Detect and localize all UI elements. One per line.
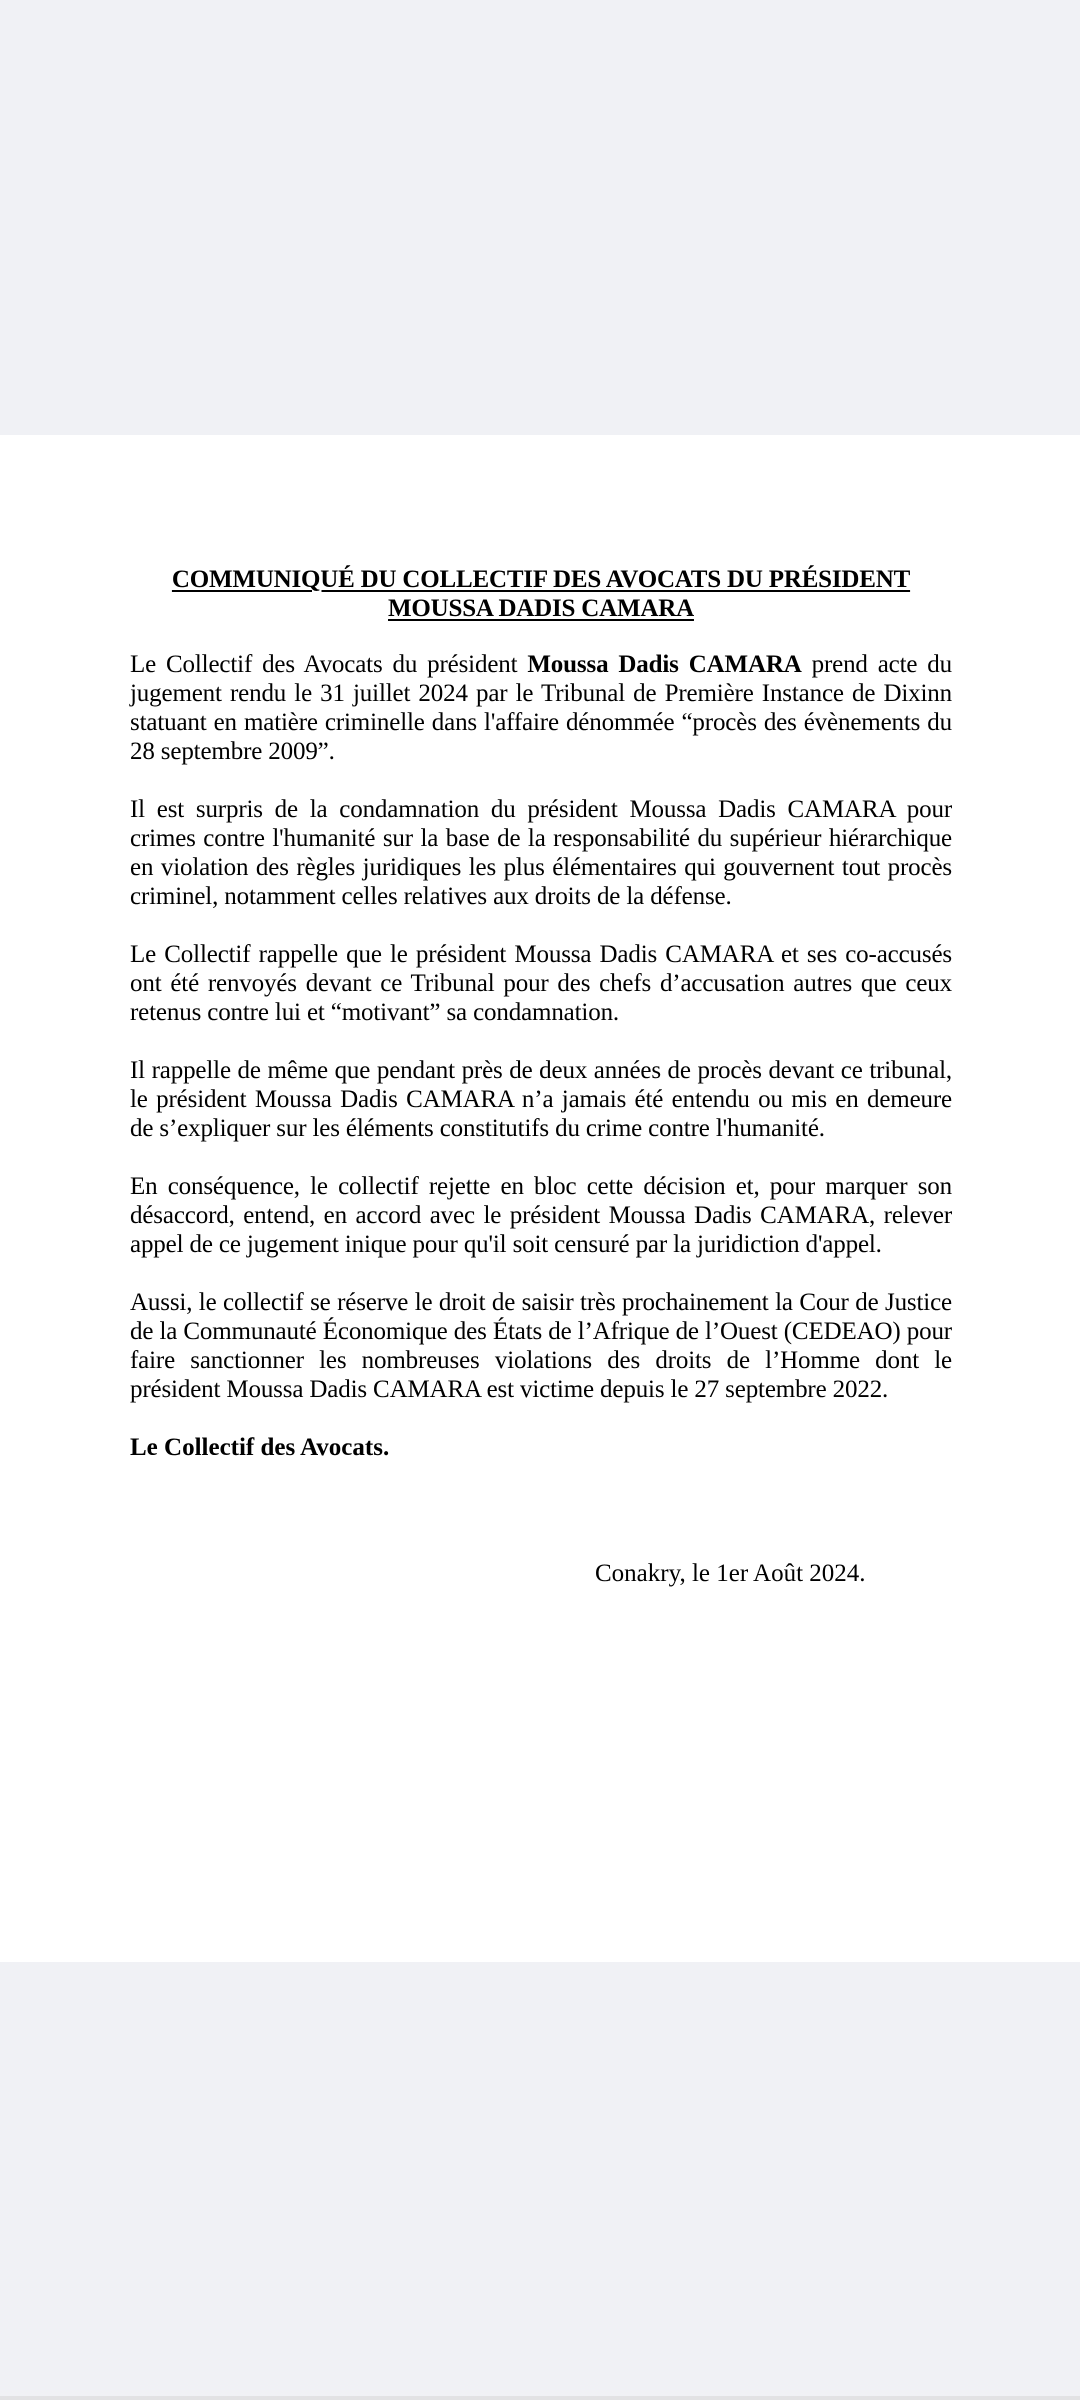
communique-title xyxy=(130,565,952,623)
title-line-1: COMMUNIQUÉ DU COLLECTIF DES AVOCATS DU PRÉSIDENT xyxy=(171,566,911,593)
paragraph-3: Le Collectif rappelle que le président Moussa Dadis CAMARA et ses co-accusés ont été renvoyés devant ce Tribunal pour des chefs d’accusation autres que ceux retenus contre lui et “motivant” sa condamnation. xyxy=(130,941,952,1026)
title-line-2: MOUSSA DADIS CAMARA xyxy=(388,595,694,622)
paragraph-1 xyxy=(130,650,952,766)
date-line: Conakry, le 1er Août 2024. xyxy=(595,1560,866,1587)
paragraph-6: Aussi, le collectif se réserve le droit de saisir très prochainement la Cour de Justice de la Communauté Économique des États de l’Afrique de l’Ouest (CEDEAO) pour faire sanctionner les nombreuses violations des droits de l’Homme dont le président Moussa Dadis CAMARA est victime depuis le 27 septembre 2022. xyxy=(130,1289,952,1403)
communique-body xyxy=(130,650,952,1462)
bottom-edge xyxy=(0,2396,1080,2400)
paragraph-1-bold-name: Moussa Dadis CAMARA xyxy=(527,651,802,678)
document-page xyxy=(0,435,1080,1962)
paragraph-1-intro: Le Collectif des Avocats du président xyxy=(130,651,528,678)
paragraph-5: En conséquence, le collectif rejette en bloc cette décision et, pour marquer son désaccord, entend, en accord avec le président Moussa Dadis CAMARA, relever appel de ce jugement inique pour qu'il soit censuré par la juridiction d'appel. xyxy=(130,1173,952,1258)
paragraph-2: Il est surpris de la condamnation du président Moussa Dadis CAMARA pour crimes contre l'humanité sur la base de la responsabilité du supérieur hiérarchique en violation des règles juridiques les plus élémentaires qui gouvernent tout procès criminel, notamment celles relatives aux droits de la défense. xyxy=(130,796,952,910)
paragraph-1-rest: prend acte du jugement rendu le 31 juillet 2024 par le Tribunal de Première Instance de Dixinn statuant en matière criminelle dans l'affaire dénommée “procès des évènements du 28 septembre 2009”. xyxy=(130,651,952,765)
paragraph-4: Il rappelle de même que pendant près de deux années de procès devant ce tribunal, le président Moussa Dadis CAMARA n’a jamais été entendu ou mis en demeure de s’expliquer sur les éléments constitutifs du crime contre l'humanité. xyxy=(130,1057,952,1142)
signature: Le Collectif des Avocats. xyxy=(130,1434,390,1461)
